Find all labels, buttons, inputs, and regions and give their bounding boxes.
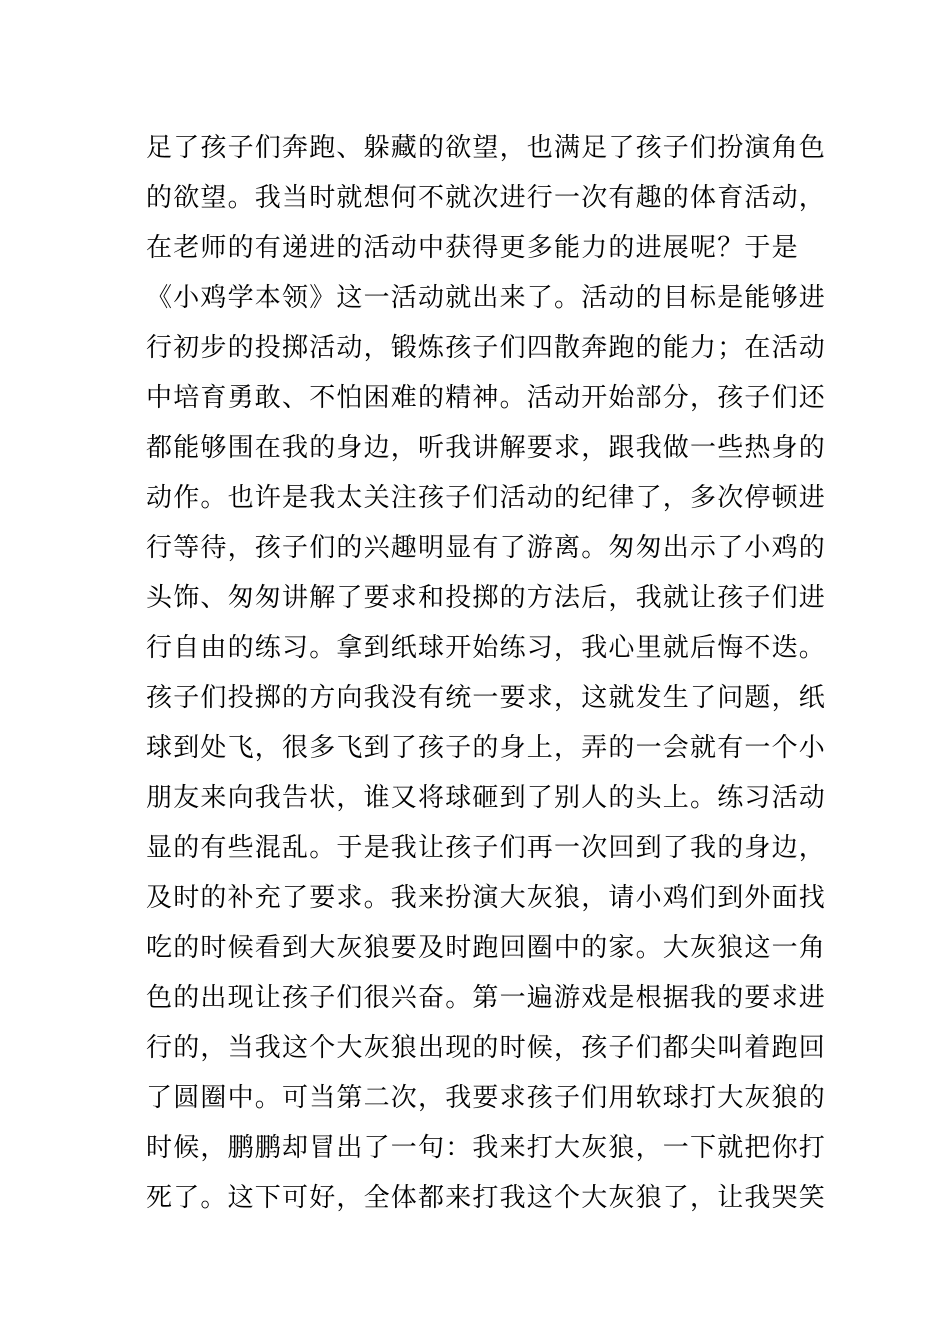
text-line: 球到处飞，很多飞到了孩子的身上，弄的一会就有一个小 [146, 733, 827, 763]
text-line: 朋友来向我告状，谁又将球砸到了别人的头上。练习活动 [146, 783, 827, 813]
text-line: 动作。也许是我太关注孩子们活动的纪律了，多次停顿进 [146, 483, 827, 513]
text-line: 《小鸡学本领》这一活动就出来了。活动的目标是能够进 [146, 283, 827, 313]
text-line: 的欲望。我当时就想何不就次进行一次有趣的体育活动， [146, 183, 827, 213]
text-line: 行初步的投掷活动，锻炼孩子们四散奔跑的能力；在活动 [146, 333, 827, 363]
text-line: 在老师的有递进的活动中获得更多能力的进展呢？于是 [146, 233, 799, 263]
text-line: 头饰、匆匆讲解了要求和投掷的方法后，我就让孩子们进 [146, 583, 827, 613]
text-line: 中培育勇敢、不怕困难的精神。活动开始部分，孩子们还 [146, 383, 827, 413]
body-paragraph [146, 123, 827, 1223]
text-line: 色的出现让孩子们很兴奋。第一遍游戏是根据我的要求进 [146, 983, 827, 1013]
text-line: 孩子们投掷的方向我没有统一要求，这就发生了问题，纸 [146, 683, 827, 713]
text-line: 行的，当我这个大灰狼出现的时候，孩子们都尖叫着跑回 [146, 1033, 827, 1063]
text-line: 都能够围在我的身边，听我讲解要求，跟我做一些热身的 [146, 433, 827, 463]
text-line: 显的有些混乱。于是我让孩子们再一次回到了我的身边， [146, 833, 827, 863]
text-line: 死了。这下可好，全体都来打我这个大灰狼了，让我哭笑 [146, 1183, 827, 1213]
text-line: 行自由的练习。拿到纸球开始练习，我心里就后悔不迭。 [146, 633, 827, 663]
text-line: 及时的补充了要求。我来扮演大灰狼，请小鸡们到外面找 [146, 883, 827, 913]
text-line: 足了孩子们奔跑、躲藏的欲望，也满足了孩子们扮演角色 [146, 133, 827, 163]
text-line: 时候，鹏鹏却冒出了一句：我来打大灰狼，一下就把你打 [146, 1133, 827, 1163]
text-line: 了圆圈中。可当第二次，我要求孩子们用软球打大灰狼的 [146, 1083, 827, 1113]
text-line: 行等待，孩子们的兴趣明显有了游离。匆匆出示了小鸡的 [146, 533, 827, 563]
text-line: 吃的时候看到大灰狼要及时跑回圈中的家。大灰狼这一角 [146, 933, 827, 963]
